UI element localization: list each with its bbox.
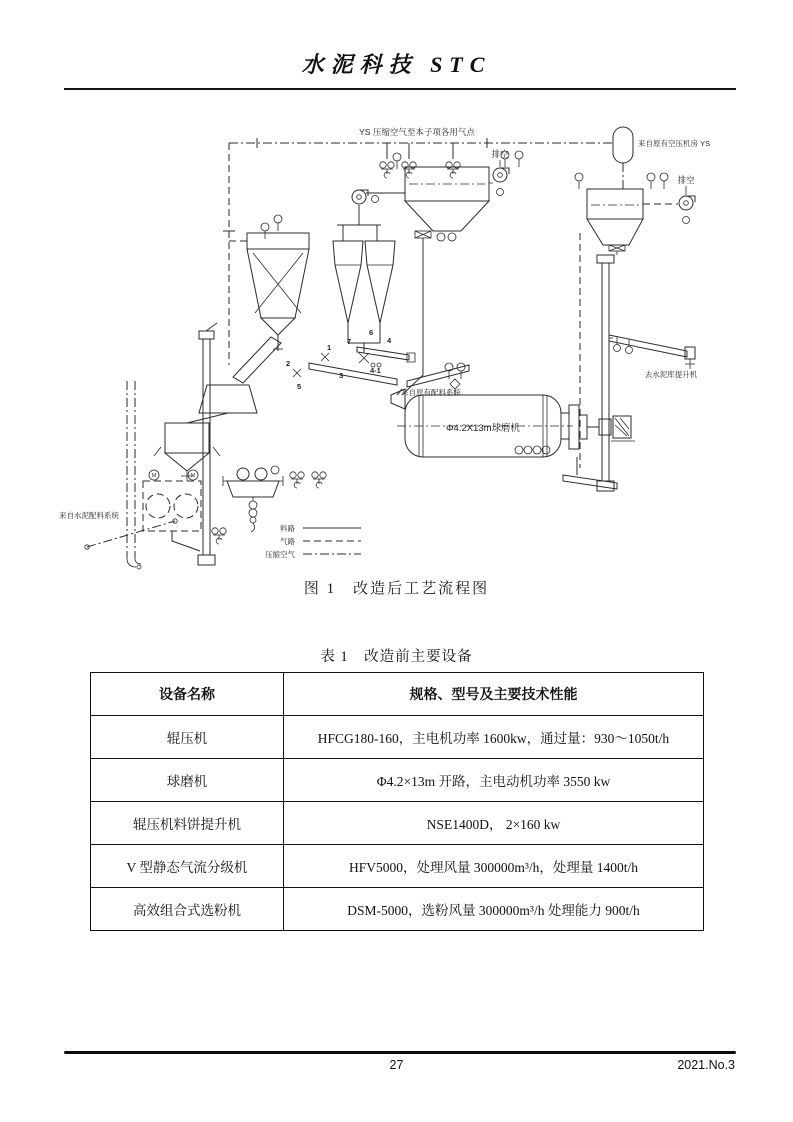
equipment-name-cell: 辊压机 [91,716,284,759]
table-row [91,845,704,888]
journal-title: 水泥科技 STC [301,52,492,77]
feed-conveyors [286,328,469,397]
ball-mill-label: Φ4.2X13m球磨机 [445,423,521,434]
diagram-legend [265,523,361,559]
table-row [91,759,704,802]
from-batching-label: 来自原有配料系统 [401,388,461,397]
figure-caption: 图 1 改造后工艺流程图 [303,581,490,597]
stabilizing-feeder [223,466,283,532]
footer-rule [64,1051,736,1054]
solenoid-valve-icon [402,162,416,178]
v-classifier [229,215,309,351]
vent-label: 排空 [491,149,509,159]
equipment-spec-cell: DSM-5000，选粉风量 300000m³/h 处理能力 900t/h [284,888,704,931]
issue-label: 2021.No.3 [677,1058,735,1072]
vent-fan-center [489,149,509,196]
equipment-spec-cell: HFV5000，处理风量 300000m³/h，处理量 1400t/h [284,845,704,888]
equipment-name-cell: 辊压机料饼提升机 [91,802,284,845]
header-rule [64,88,736,90]
svg-text:M: M [190,473,196,479]
equipment-spec-cell: HFCG180-160，主电机功率 1600kw，通过量：930～1050t/h [284,716,704,759]
tag-7: 7 [347,337,352,346]
cement-batching-feed [59,510,177,549]
table-row [91,802,704,845]
roller-press [143,470,201,551]
right-bucket-elevator [580,233,614,491]
equipment-spec-cell: Φ4.2×13m 开路，主电动机功率 3550 kw [284,759,704,802]
silo-conveyor [609,335,698,379]
twin-cyclones [333,241,395,363]
from-compressor-label: 来自原有空压机房 YS [638,139,711,148]
pressure-gauge-icon [261,223,269,239]
compressed-air-system [223,127,710,365]
tag-6: 6 [369,328,374,337]
table-header-row [91,673,704,716]
pressure-gauge-icon [660,173,668,189]
solenoid-valve-icon [290,472,304,488]
solenoid-valve-icon [312,472,326,488]
compressed-air-label: YS 压缩空气至本子项各用气点 [359,127,475,137]
legend-gas-label: 气路 [280,537,295,546]
air-receiver-tank [613,127,633,163]
col-header-spec: 规格、型号及主要技术性能 [284,673,704,716]
equipment-name-cell: 球磨机 [91,759,284,802]
tag-2: 2 [286,359,291,368]
pressure-gauge-icon [457,363,465,379]
to-silo-elevator-label: 去水泥库提升机 [644,370,698,379]
pressure-gauge-icon [647,173,655,189]
left-chute-lines [127,381,141,569]
equipment-name-cell: 高效组合式选粉机 [91,888,284,931]
right-bag-filter [575,173,668,255]
center-bag-filter [393,151,523,395]
legend-material-label: 料路 [280,524,295,533]
table-title: 表 1 改造前主要设备 [320,649,473,665]
tag-5: 5 [297,382,302,391]
elbow-duct [187,337,281,423]
process-flow-diagram [57,113,743,575]
equipment-spec-cell: NSE1400D， 2×160 kw [284,802,704,845]
legend-air-label: 压缩空气 [265,550,295,559]
pressure-gauge-icon [515,151,523,167]
vent-label: 排空 [677,175,695,185]
pressure-gauge-icon [274,215,282,231]
solenoid-valve-icon [446,162,460,178]
from-cement-batching-label: 来自水泥配料系统 [59,511,119,520]
fan-icon [679,196,695,210]
table-row [91,888,704,931]
pressure-gauge-icon [575,173,583,189]
table-row [91,716,704,759]
solenoid-valve-icon [212,528,226,544]
circulating-fan [337,190,405,241]
solenoid-valve-icon [380,162,394,178]
equipment-name-cell: V 型静态气流分级机 [91,845,284,888]
fan-icon [493,168,509,182]
tag-1: 1 [327,343,332,352]
flow-diagram-svg [57,113,743,575]
page-number: 27 [389,1058,404,1072]
tag-4: 4 [387,336,392,345]
svg-text:M: M [151,473,157,479]
fan-icon [352,190,368,204]
tag-4-1: 4-1 [370,366,381,375]
col-header-name: 设备名称 [91,673,284,716]
tag-3: 3 [339,371,344,380]
equipment-table [90,672,704,931]
